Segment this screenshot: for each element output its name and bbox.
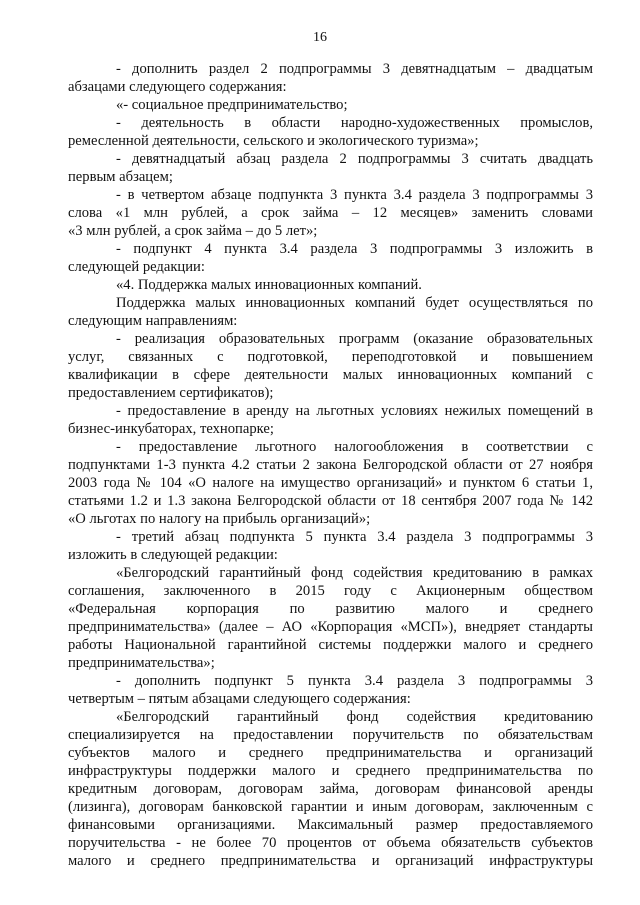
- text-line: ремесленной деятельности, сельского и экологического туризма»;: [68, 133, 479, 149]
- text-line: специализируется на предоставлении поручительств по обязательствам: [68, 727, 593, 743]
- text-line: статьями 1.2 и 1.3 закона Белгородской области от 18 сентября 2007 года № 142: [68, 493, 593, 509]
- text-line: соглашения, заключенного в 2015 году с Акционерным обществом: [68, 583, 593, 599]
- text-line: малого и среднего предпринимательства и организаций инфраструктуры: [68, 853, 593, 869]
- text-line: - предоставление в аренду на льготных условиях нежилых помещений в: [116, 403, 593, 419]
- text-line: «О льготах по налогу на прибыль организаций»;: [68, 511, 371, 527]
- text-line: подпунктами 1-3 пункта 4.2 статьи 2 закона Белгородской области от 27 ноября: [68, 457, 593, 473]
- text-line: «Белгородский гарантийный фонд содействия кредитованию: [116, 709, 593, 725]
- text-line: 2003 года № 104 «О налоге на имущество организаций» и пунктом 6 статьи 1,: [68, 475, 593, 491]
- page-number: 16: [313, 30, 327, 45]
- text-line: предпринимательства»;: [68, 655, 215, 671]
- text-line: абзацами следующего содержания:: [68, 79, 287, 95]
- text-line: финансовыми организациями. Максимальный размер предоставляемого: [68, 817, 593, 833]
- text-line: первым абзацем;: [68, 169, 173, 185]
- text-line: следующим направлениям:: [68, 313, 238, 329]
- text-line: инфраструктуры поддержки малого и среднего предпринимательства по: [68, 763, 593, 779]
- text-line: - деятельность в области народно-художественных промыслов,: [116, 115, 593, 131]
- text-line: бизнес-инкубаторах, технопарке;: [68, 421, 274, 437]
- text-line: - реализация образовательных программ (оказание образовательных: [116, 331, 593, 347]
- text-line: - в четвертом абзаце подпункта 3 пункта 3.4 раздела 3 подпрограммы 3: [116, 187, 593, 203]
- document-body: [68, 60, 593, 870]
- text-line: «Федеральная корпорация по развитию малого и среднего: [68, 601, 593, 617]
- text-line: изложить в следующей редакции:: [68, 547, 278, 563]
- text-line: - дополнить раздел 2 подпрограммы 3 девятнадцатым – двадцатым: [116, 61, 593, 77]
- text-line: - третий абзац подпункта 5 пункта 3.4 раздела 3 подпрограммы 3: [116, 529, 593, 545]
- text-line: поручительства - не более 70 процентов от объема обязательств субъектов: [68, 835, 593, 851]
- text-line: «Белгородский гарантийный фонд содействия кредитованию в рамках: [116, 565, 593, 581]
- text-line: - дополнить подпункт 5 пункта 3.4 раздела 3 подпрограммы 3: [116, 673, 593, 689]
- text-line: Поддержка малых инновационных компаний будет осуществляться по: [116, 295, 593, 311]
- text-line: субъектов малого и среднего предпринимательства и организаций: [68, 745, 593, 761]
- text-line: четвертым – пятым абзацами следующего содержания:: [68, 691, 411, 707]
- text-line: квалификации в сфере деятельности малых инновационных компаний с: [68, 367, 593, 383]
- text-line: - подпункт 4 пункта 3.4 раздела 3 подпрограммы 3 изложить в: [116, 241, 593, 257]
- text-line: предоставлением сертификатов);: [68, 385, 274, 401]
- text-line: - девятнадцатый абзац раздела 2 подпрограммы 3 считать двадцать: [116, 151, 593, 167]
- text-line: работы Национальной гарантийной системы поддержки малого и среднего: [68, 637, 593, 653]
- text-line: слова «1 млн рублей, а срок займа – 12 месяцев» заменить словами: [68, 205, 593, 221]
- text-line: «- социальное предпринимательство;: [116, 97, 348, 113]
- text-line: - предоставление льготного налогообложения в соответствии с: [116, 439, 593, 455]
- text-line: «3 млн рублей, а срок займа – до 5 лет»;: [68, 223, 318, 239]
- text-line: услуг, связанных с подготовкой, переподготовкой и повышением: [68, 349, 593, 365]
- text-line: кредитным договорам, договорам займа, договорам финансовой аренды: [68, 781, 593, 797]
- text-line: «4. Поддержка малых инновационных компаний.: [116, 277, 422, 293]
- text-line: (лизинга), договорам банковской гарантии и иным договорам, заключенным с: [68, 799, 593, 815]
- text-line: следующей редакции:: [68, 259, 205, 275]
- text-line: предпринимательства» (далее – АО «Корпорация «МСП»), внедряет стандарты: [68, 619, 593, 635]
